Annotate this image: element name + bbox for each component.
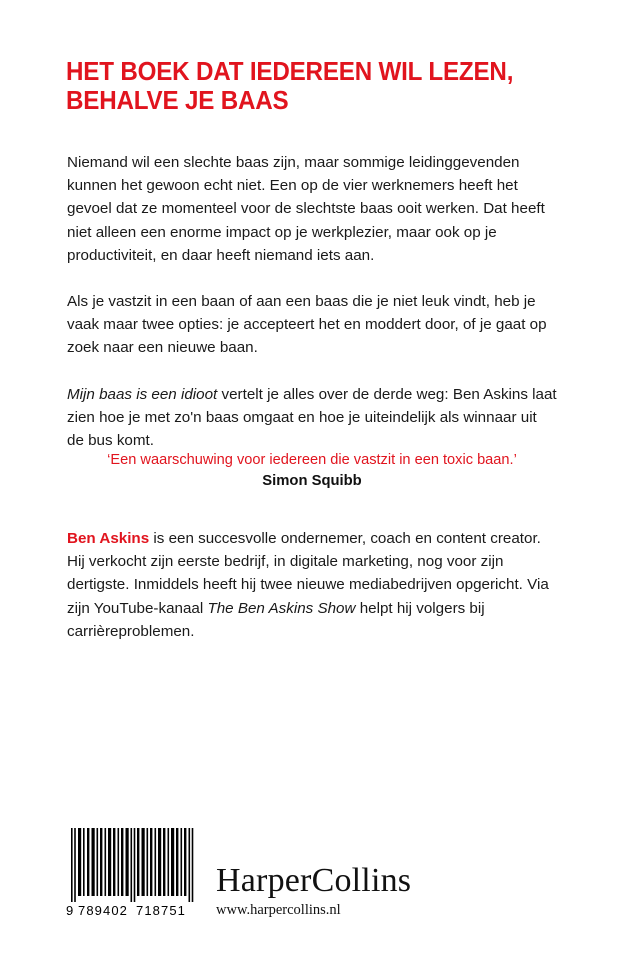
endorsement-attribution: Simon Squibb (262, 473, 362, 489)
endorsement-quote: ‘Een waarschuwing voor iedereen die vastzit in een toxic baan.’ (107, 452, 517, 468)
author-bio (67, 527, 557, 643)
blurb-paragraph-2: Als je vastzit in een baan of aan een baas die je niet leuk vindt, heb je vaak maar twee opties: je accepteert het en moddert door, of je gaat op zoek naar een nieuwe baan. (67, 293, 547, 357)
blurb-paragraph-3-rest: vertelt je alles over de derde weg: Ben Askins laat zien hoe je met zo'n baas omgaat en hoe je uiteindelijk als winnaar uit de bus komt. (67, 385, 557, 450)
isbn-group-1: 789402 (78, 903, 128, 918)
headline-line-2: BEHALVE JE BAAS (66, 85, 289, 115)
publisher-url: www.harpercollins.nl (216, 902, 341, 918)
isbn-leading-digit: 9 (66, 903, 75, 918)
endorsement-block (67, 450, 557, 491)
show-title-italic: The Ben Askins Show (207, 599, 356, 617)
isbn-barcode (66, 826, 206, 922)
headline-line-1: HET BOEK DAT IEDEREEN WIL LEZEN, (66, 56, 514, 86)
publisher-name: HarperCollins (216, 862, 412, 899)
isbn-group-2: 718751 (136, 903, 186, 918)
blurb-paragraph-3 (67, 383, 557, 453)
book-title-italic: Mijn baas is een idioot (67, 385, 218, 403)
page-title (66, 57, 531, 115)
publisher-block (216, 862, 476, 919)
blurb-paragraph-1: Niemand wil een slechte baas zijn, maar sommige leidinggevenden kunnen het gewoon echt niet. Een op de vier werknemers heeft het gevoel dat ze momenteel voor de slechtste baas ooit werken. Dat heeft niet alleen een enorme impact op je werkplezier, maar ook op je productiviteit, en daar heeft niemand iets aan. (67, 154, 545, 264)
author-name: Ben Askins (67, 530, 150, 547)
blurb-body (67, 151, 557, 452)
author-bio-text-1: is een succesvolle ondernemer, coach en content creator. Hij verkocht zijn eerste bedrijf, in digitale marketing, nog voor zijn dertigste. Inmiddels heeft hij twee nieuwe mediabedrijven opgericht. Via zijn YouTube-kanaal (67, 530, 549, 617)
barcode-graphic (66, 826, 206, 922)
author-bio-text-2: helpt hij volgers bij carrièreproblemen. (67, 599, 485, 640)
